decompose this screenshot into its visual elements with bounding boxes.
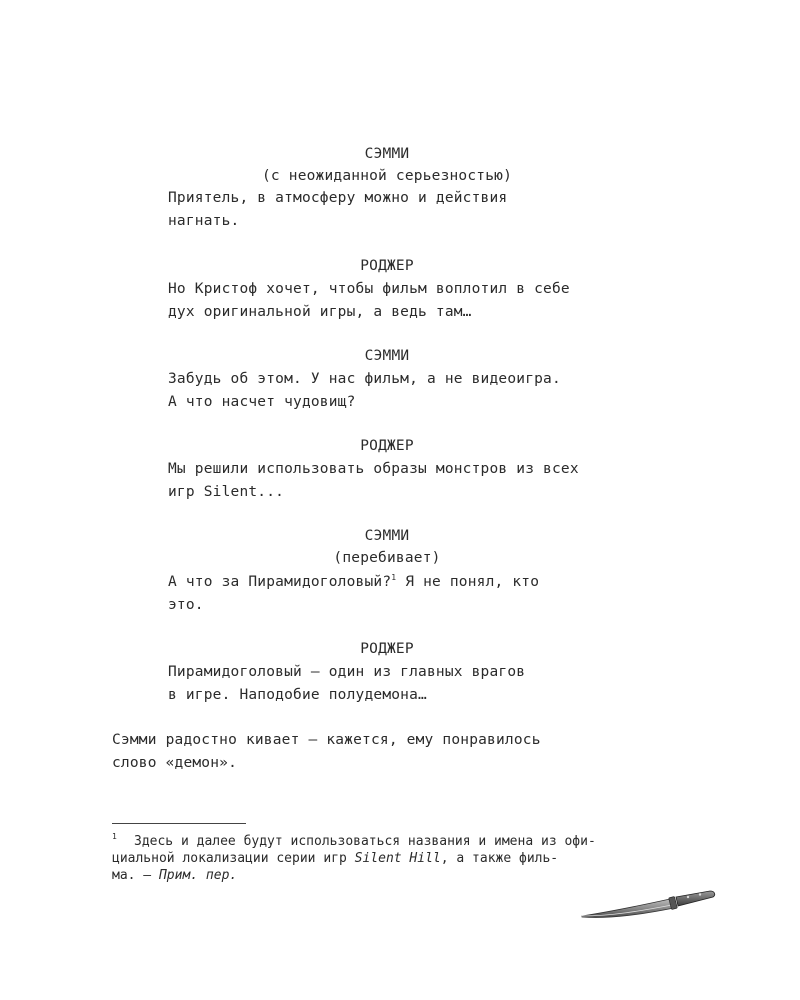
- knife-icon: [578, 886, 718, 926]
- dialogue-line: нагнать.: [168, 213, 240, 229]
- translator-note: Прим. пер.: [158, 868, 238, 883]
- footnote-divider: [112, 823, 246, 824]
- footnote-text: , а также филь-: [440, 851, 559, 866]
- speaker-roger: РОДЖЕР: [360, 641, 414, 657]
- footnote-text: ма. —: [112, 868, 159, 883]
- dialogue-line: А что насчет чудовищ?: [168, 394, 356, 410]
- dialogue-line: Пирамидоголовый — один из главных врагов: [168, 664, 526, 680]
- action-line: Сэмми радостно кивает — кажется, ему понравилось: [112, 732, 541, 748]
- footnote-line: [112, 850, 672, 867]
- dialogue-line: в игре. Наподобие полудемона…: [168, 687, 427, 703]
- dialogue-line: Мы решили использовать образы монстров из всех: [168, 461, 579, 477]
- speaker-roger: РОДЖЕР: [360, 438, 414, 454]
- footnote-text: циальной локализации серии игр: [112, 851, 355, 866]
- footnote-marker: 1: [112, 832, 117, 841]
- dialogue-line: Но Кристоф хочет, чтобы фильм воплотил в себе: [168, 281, 570, 297]
- dialogue-line: [168, 573, 539, 591]
- footnote-line: Здесь и далее будут использоваться названия и имена из офи-: [134, 834, 596, 849]
- footnote-line: [112, 867, 672, 884]
- dialogue-line: дух оригинальной игры, а ведь там…: [168, 304, 472, 320]
- speaker-sammy: СЭММИ: [364, 146, 410, 162]
- speaker-roger: РОДЖЕР: [360, 258, 414, 274]
- dialogue-text: Я не понял, кто: [396, 574, 540, 590]
- dialogue-line: это.: [168, 597, 204, 613]
- dialogue-text: А что за Пирамидоголовый?: [168, 574, 392, 590]
- speaker-sammy: СЭММИ: [364, 348, 410, 364]
- dialogue-line: Забудь об этом. У нас фильм, а не видеоигра.: [168, 371, 561, 387]
- footnote-title: Silent Hill: [354, 851, 441, 866]
- action-line: слово «демон».: [112, 755, 238, 771]
- footnote-reference[interactable]: 1: [391, 573, 397, 582]
- parenthetical: (перебивает): [333, 550, 441, 566]
- dialogue-line: игр Silent...: [168, 484, 285, 500]
- speaker-sammy: СЭММИ: [364, 528, 410, 544]
- dialogue-line: Приятель, в атмосферу можно и действия: [168, 190, 508, 206]
- parenthetical: (с неожиданной серьезностью): [261, 168, 513, 184]
